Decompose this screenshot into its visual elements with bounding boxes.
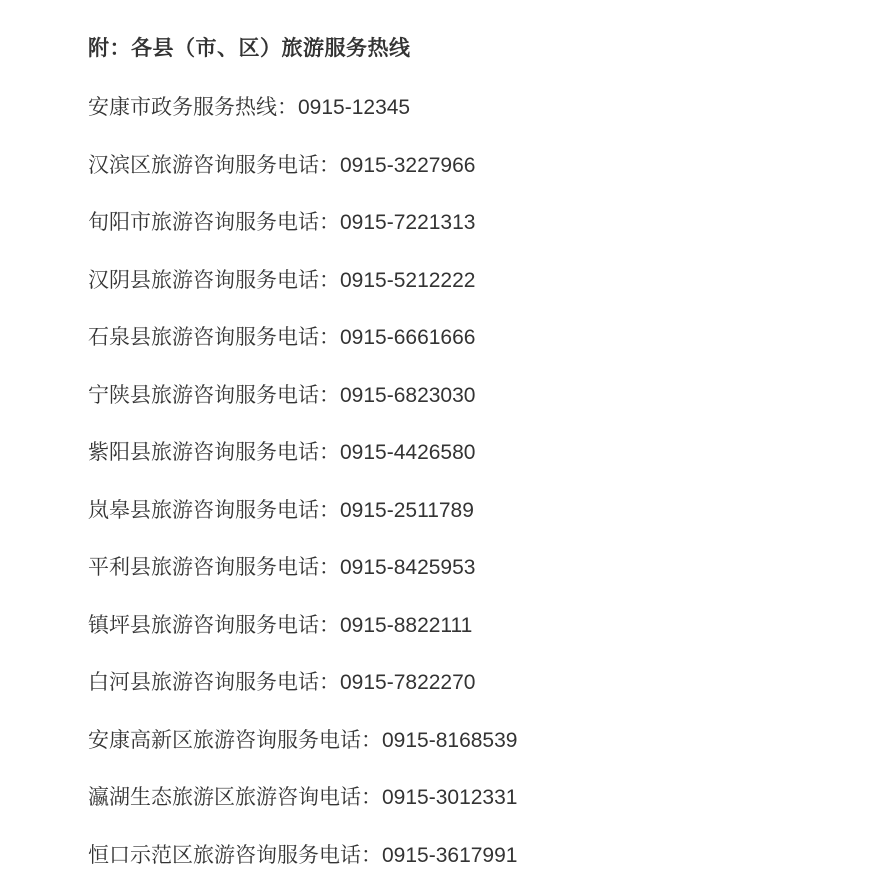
hotline-colon: ： [319,556,340,579]
hotline-entry [88,95,829,121]
hotline-list [88,95,829,869]
hotline-entry [88,210,829,236]
hotline-label: 紫阳县旅游咨询服务电话 [88,441,319,464]
hotline-number: 0915-6823030 [340,383,476,407]
hotline-entry [88,785,829,811]
hotline-number: 0915-5212222 [340,268,476,292]
hotline-entry [88,325,829,351]
hotline-colon: ： [319,498,340,522]
hotline-number: 0915-3012331 [382,786,518,809]
hotline-colon: ： [319,326,340,349]
hotline-number: 0915-2511789 [340,498,474,522]
hotline-entry [88,728,829,754]
hotline-label: 瀛湖生态旅游区旅游咨询电话 [88,786,361,809]
hotline-colon: ： [319,441,340,464]
hotline-colon: ： [361,843,382,867]
hotline-number: 0915-3227966 [340,153,476,177]
hotline-number: 0915-7822270 [340,671,476,694]
hotline-colon: ： [361,786,382,809]
hotline-label: 汉滨区旅游咨询服务电话 [88,153,319,177]
hotline-label: 旬阳市旅游咨询服务电话 [88,211,319,234]
hotline-entry [88,440,829,466]
hotline-number: 0915-7221313 [340,211,476,234]
page-title: 附：各县（市、区）旅游服务热线 [88,37,411,60]
hotline-colon: ： [319,268,340,292]
hotline-colon: ： [319,153,340,177]
hotline-entry [88,153,829,179]
hotline-colon: ： [319,671,340,694]
hotline-entry [88,498,829,524]
hotline-number: 0915-8168539 [382,728,518,752]
hotline-entry [88,555,829,581]
hotline-label: 石泉县旅游咨询服务电话 [88,326,319,349]
hotline-label: 白河县旅游咨询服务电话 [88,671,319,694]
hotline-label: 镇坪县旅游咨询服务电话 [88,613,319,637]
hotline-label: 安康市政务服务热线 [88,96,277,119]
hotline-number: 0915-4426580 [340,441,476,464]
hotline-colon: ： [319,383,340,407]
hotline-entry [88,268,829,294]
hotline-label: 安康高新区旅游咨询服务电话 [88,728,361,752]
hotline-number: 0915-3617991 [382,843,518,867]
hotline-number: 0915-12345 [298,96,411,119]
hotline-entry [88,843,829,869]
hotline-entry [88,670,829,696]
hotline-colon: ： [277,96,298,119]
hotline-entry [88,383,829,409]
hotline-entry [88,613,829,639]
hotline-number: 0915-6661666 [340,326,476,349]
hotline-label: 平利县旅游咨询服务电话 [88,556,319,579]
hotline-number: 0915-8425953 [340,556,476,579]
hotline-label: 岚皋县旅游咨询服务电话 [88,498,319,522]
hotline-colon: ： [319,613,340,637]
hotline-number: 0915-8822111 [340,613,473,637]
hotline-label: 宁陕县旅游咨询服务电话 [88,383,319,407]
hotline-label: 汉阴县旅游咨询服务电话 [88,268,319,292]
hotline-label: 恒口示范区旅游咨询服务电话 [88,843,361,867]
hotline-colon: ： [361,728,382,752]
hotline-colon: ： [319,211,340,234]
